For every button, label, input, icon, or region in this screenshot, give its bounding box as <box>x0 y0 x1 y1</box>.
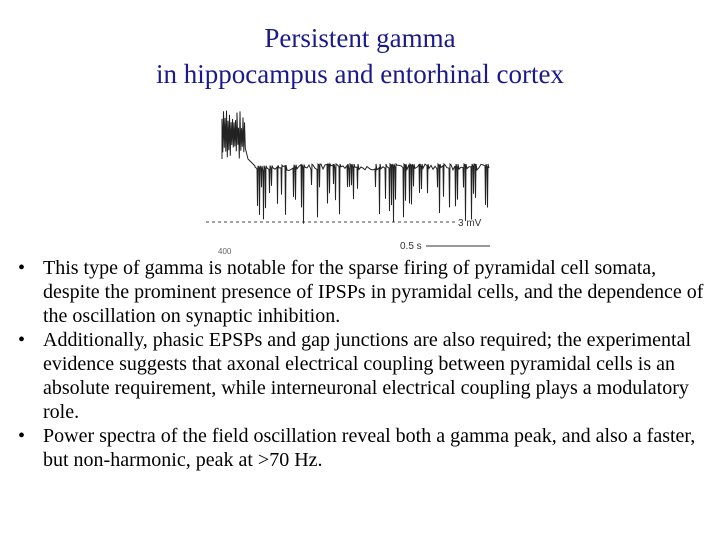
bullet-item <box>18 328 708 424</box>
bullet-marker: • <box>18 257 26 279</box>
trace-svg <box>200 104 500 254</box>
voltage-scale-label: 3 mV <box>458 218 482 229</box>
bullet-text: Additionally, phasic EPSPs and gap junctions are also required; the experimental evidence suggests that axonal electrical coupling between pyramidal cells is an absolute requirement, while interneuronal electrical coupling plays a modulatory role. <box>43 329 691 423</box>
bullet-item <box>18 424 708 472</box>
time-scale-label: 0.5 s <box>400 241 422 252</box>
bullet-marker: • <box>18 425 26 447</box>
bullet-text: This type of gamma is notable for the sparse firing of pyramidal cell somata, despite the prominent presence of IPSPs in pyramidal cells, and the dependence of the oscillation on synaptic inhibition. <box>43 257 704 327</box>
corner-label: 400 <box>218 247 232 254</box>
bullet-marker: • <box>18 329 26 351</box>
bullet-item <box>18 256 708 328</box>
recording-trace-figure <box>200 104 500 254</box>
title-line-2: in hippocampus and entorhinal cortex <box>156 59 564 89</box>
title-line-1: Persistent gamma <box>264 23 456 53</box>
slide-title <box>0 20 720 92</box>
bullet-text: Power spectra of the field oscillation reveal both a gamma peak, and also a faster, but non-harmonic, peak at >70 Hz. <box>43 425 696 471</box>
bullet-list <box>18 256 708 472</box>
voltage-trace <box>222 111 489 224</box>
